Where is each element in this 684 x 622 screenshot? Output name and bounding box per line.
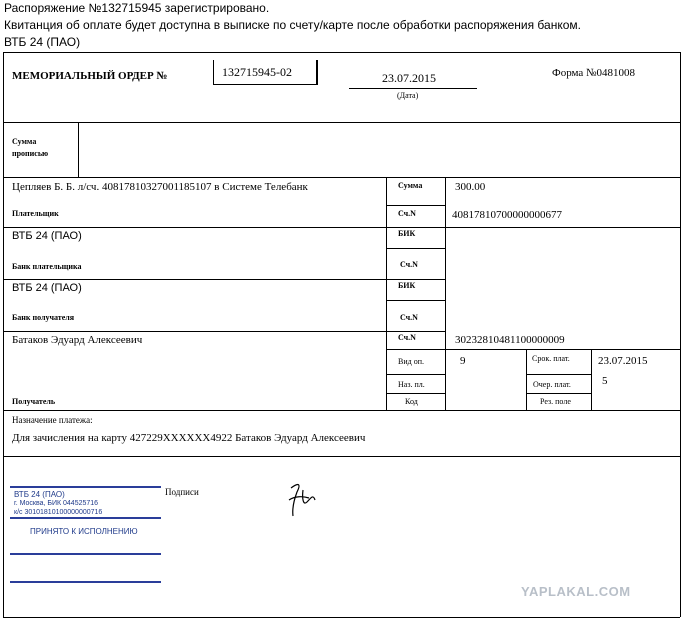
recipient-account-label: Сч.N: [398, 333, 416, 342]
payer-bank-account-label: Сч.N: [400, 260, 418, 269]
watermark-logo: YAPLAKAL.COM: [521, 584, 631, 599]
amount-words-label-2: прописью: [12, 149, 49, 158]
recipient-bank-label: Банк получателя: [12, 313, 75, 322]
date-caption: (Дата): [397, 91, 419, 100]
srok-label: Срок. плат.: [532, 354, 570, 363]
stamp-corr: к/с 30101810100000000716: [14, 509, 103, 516]
payer-account-label: Сч.N: [398, 209, 416, 218]
order-number-box: [213, 60, 318, 85]
ocher-label: Очер. плат.: [533, 380, 571, 389]
recipient-bik-label: БИК: [398, 281, 416, 290]
payer-bik-label: БИК: [398, 229, 416, 238]
stamp-accepted: ПРИНЯТО К ИСПОЛНЕНИЮ: [30, 527, 138, 536]
stamp-city-bik: г. Москва, БИК 044525716: [14, 500, 99, 507]
vid-op-label: Вид оп.: [398, 357, 424, 366]
kod-label: Код: [405, 397, 418, 406]
recipient-label: Получатель: [12, 397, 56, 406]
amount-label: Сумма: [398, 181, 423, 190]
recipient-name: Батаков Эдуард Алексеевич: [12, 334, 143, 346]
stamp-bank: ВТБ 24 (ПАО): [14, 490, 65, 499]
payer-account: 40817810700000000677: [452, 209, 562, 221]
payer-bank-label: Банк плательщика: [12, 262, 82, 271]
recipient-account: 30232810481100000009: [455, 334, 565, 346]
form-number: Форма №0481008: [552, 67, 636, 79]
purpose-label: Назначение платежа:: [12, 415, 93, 425]
registration-message: Распоряжение №132715945 зарегистрировано.: [4, 1, 270, 15]
recipient-bank-account-label: Сч.N: [400, 313, 418, 322]
payer-label: Плательщик: [12, 209, 59, 218]
srok-value: 23.07.2015: [598, 355, 648, 367]
vid-op-value: 9: [460, 355, 466, 367]
order-number: 132715945-02: [222, 65, 292, 79]
ocher-value: 5: [602, 375, 608, 387]
bank-name-header: ВТБ 24 (ПАО): [4, 35, 81, 49]
signature-image: [285, 478, 319, 518]
receipt-note: Квитанция об оплате будет доступна в выписке по счету/карте после обработки распоряжения банком.: [4, 18, 581, 32]
purpose-text: Для зачисления на карту 427229XXXXXX4922 Батаков Эдуард Алексеевич: [12, 432, 366, 444]
order-date: 23.07.2015: [382, 71, 436, 85]
rez-pole-label: Рез. поле: [540, 397, 571, 406]
payer-bank-name: ВТБ 24 (ПАО): [12, 230, 82, 242]
payer-name: Цепляев Б. Б. л/сч. 40817810327001185107 в Системе Телебанк: [12, 181, 308, 193]
naz-pl-label: Наз. пл.: [398, 380, 425, 389]
recipient-bank-name: ВТБ 24 (ПАО): [12, 282, 82, 294]
amount-words-label: Сумма: [12, 137, 37, 146]
amount-value: 300.00: [455, 181, 486, 193]
signatures-label: Подписи: [165, 487, 199, 497]
order-title: МЕМОРИАЛЬНЫЙ ОРДЕР №: [12, 70, 168, 82]
